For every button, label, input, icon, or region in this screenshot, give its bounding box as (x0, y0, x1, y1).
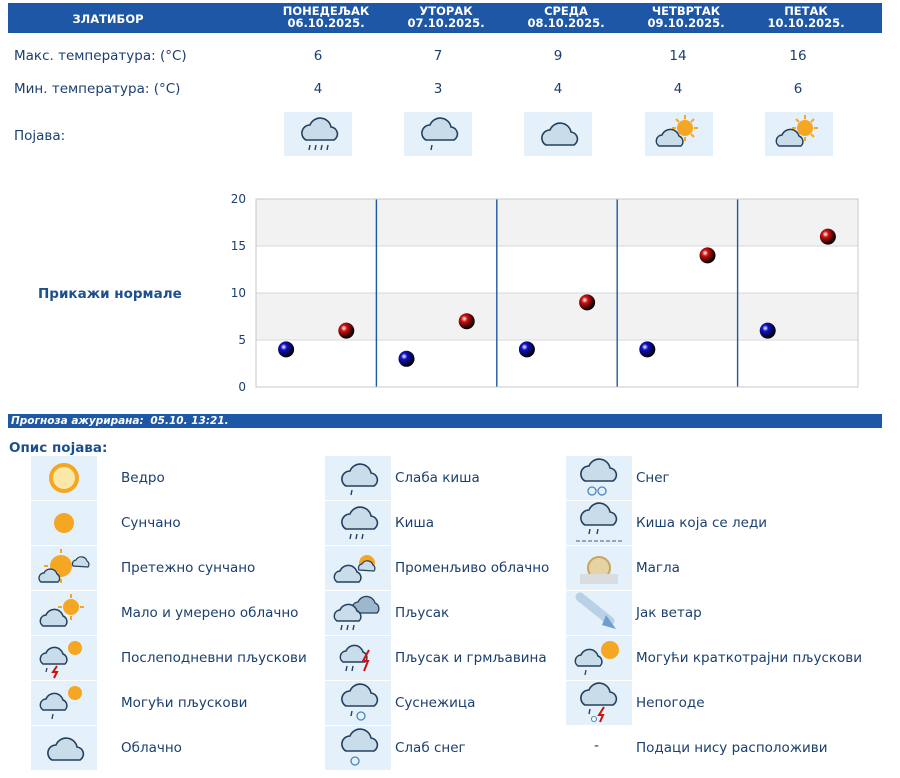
variable-cloudy-icon (325, 546, 391, 590)
day-date: 06.10.2025. (287, 16, 365, 30)
forecast-header (8, 3, 882, 33)
snow-icon (566, 456, 632, 500)
legend-label: Суснежица (395, 695, 476, 711)
min-temp-point (760, 323, 776, 339)
temperature-chart-svg (226, 192, 866, 392)
legend-label: Слаб снег (395, 740, 466, 756)
max-temp-point (459, 313, 475, 329)
update-bar (8, 414, 882, 428)
cloud-light-rain-icon (404, 112, 472, 156)
min-temp-point (519, 341, 535, 357)
freezing-rain-icon (566, 501, 632, 545)
legend-label: Киша (395, 515, 434, 531)
light-snow-icon (325, 726, 391, 770)
legend-label: Магла (636, 560, 680, 576)
max-temp-label: Макс. температура: (°C) (14, 48, 187, 64)
sunny-icon (31, 501, 97, 545)
legend-label: Подаци нису расположиви (636, 740, 828, 756)
legend-label: Ведро (121, 470, 165, 486)
max-temp-value: 9 (553, 48, 563, 64)
legend-label: Могући краткотрајни пљускови (636, 650, 863, 666)
min-temp-label: Мин. температура: (°C) (14, 81, 181, 97)
y-tick-label: 5 (238, 333, 246, 347)
day-header-3 (626, 5, 746, 29)
afternoon-showers-icon (31, 636, 97, 680)
day-name: СРЕДА (544, 4, 588, 18)
legend-label: Мало и умерено облачно (121, 605, 299, 621)
legend-label: Облачно (121, 740, 182, 756)
day-header-2 (506, 5, 626, 29)
day-header-0 (266, 5, 386, 29)
cloudy-icon (31, 726, 97, 770)
y-tick-label: 0 (238, 380, 246, 392)
day-name: ЧЕТВРТАК (651, 4, 721, 18)
legend-label: Слаба киша (395, 470, 480, 486)
cloud-rain-icon (284, 112, 352, 156)
y-tick-label: 15 (230, 239, 246, 253)
clear-sun-icon (31, 456, 97, 500)
legend-label: Снег (636, 470, 670, 486)
legend-label: Јак ветар (636, 605, 702, 621)
cloud-icon (524, 112, 592, 156)
legend-label: Киша која се леди (636, 515, 768, 531)
max-temp-value: 14 (669, 48, 687, 64)
partly-cloudy-icon (765, 112, 833, 156)
possible-short-showers-icon (566, 636, 632, 680)
storm-icon (566, 681, 632, 725)
partly-cloudy-icon (31, 591, 97, 635)
chart-band (256, 199, 858, 246)
max-temp-value: 6 (313, 48, 323, 64)
mostly-sunny-icon (31, 546, 97, 590)
legend-label: Послеподневни пљускови (121, 650, 307, 666)
max-temp-point (700, 247, 716, 263)
min-temp-value: 4 (313, 81, 323, 97)
legend-title: Опис појава: (9, 440, 108, 456)
strong-wind-icon (566, 591, 632, 635)
fog-icon (566, 546, 632, 590)
max-temp-value: 7 (433, 48, 443, 64)
legend-label: Претежно сунчано (121, 560, 256, 576)
day-name: УТОРАК (419, 4, 473, 18)
min-temp-value: 4 (553, 81, 563, 97)
update-time: 05.10. 13:21. (150, 415, 229, 427)
min-temp-value: 4 (673, 81, 683, 97)
min-temp-point (639, 341, 655, 357)
legend-label: Непогоде (636, 695, 705, 711)
rain-icon (325, 501, 391, 545)
show-normals-link[interactable]: Прикажи нормале (38, 286, 182, 302)
day-date: 09.10.2025. (647, 16, 725, 30)
min-temp-value: 3 (433, 81, 443, 97)
max-temp-point (338, 323, 354, 339)
day-date: 07.10.2025. (407, 16, 485, 30)
min-temp-point (278, 341, 294, 357)
legend-label: Пљусак (395, 605, 450, 621)
chart-band (256, 340, 858, 387)
legend-label: Сунчано (121, 515, 181, 531)
day-date: 10.10.2025. (767, 16, 845, 30)
max-temp-value: 16 (789, 48, 807, 64)
min-temp-point (399, 351, 415, 367)
day-name: ПЕТАК (784, 4, 828, 18)
max-temp-point (579, 294, 595, 310)
min-temp-value: 6 (793, 81, 803, 97)
day-date: 08.10.2025. (527, 16, 605, 30)
legend-label: Пљусак и грмљавина (395, 650, 547, 666)
y-tick-label: 20 (230, 192, 246, 206)
partly-cloudy-icon (645, 112, 713, 156)
thunder-shower-icon (325, 636, 391, 680)
possible-showers-icon (31, 681, 97, 725)
day-header-1 (386, 5, 506, 29)
light-rain-icon (325, 456, 391, 500)
y-tick-label: 10 (230, 286, 246, 300)
no-data-icon: - (594, 738, 600, 754)
temperature-chart (226, 192, 866, 392)
day-name: ПОНЕДЕЉАК (282, 4, 370, 18)
day-header-4 (746, 5, 866, 29)
city-name: ЗЛАТИБОР (72, 12, 144, 26)
legend-label: Променљиво облачно (395, 560, 550, 576)
phenomenon-label: Појава: (14, 128, 66, 144)
update-label: Прогноза ажурирана: (11, 415, 144, 427)
chart-band (256, 246, 858, 293)
shower-icon (325, 591, 391, 635)
legend-label: Могући пљускови (121, 695, 248, 711)
sleet-icon (325, 681, 391, 725)
max-temp-point (820, 229, 836, 245)
